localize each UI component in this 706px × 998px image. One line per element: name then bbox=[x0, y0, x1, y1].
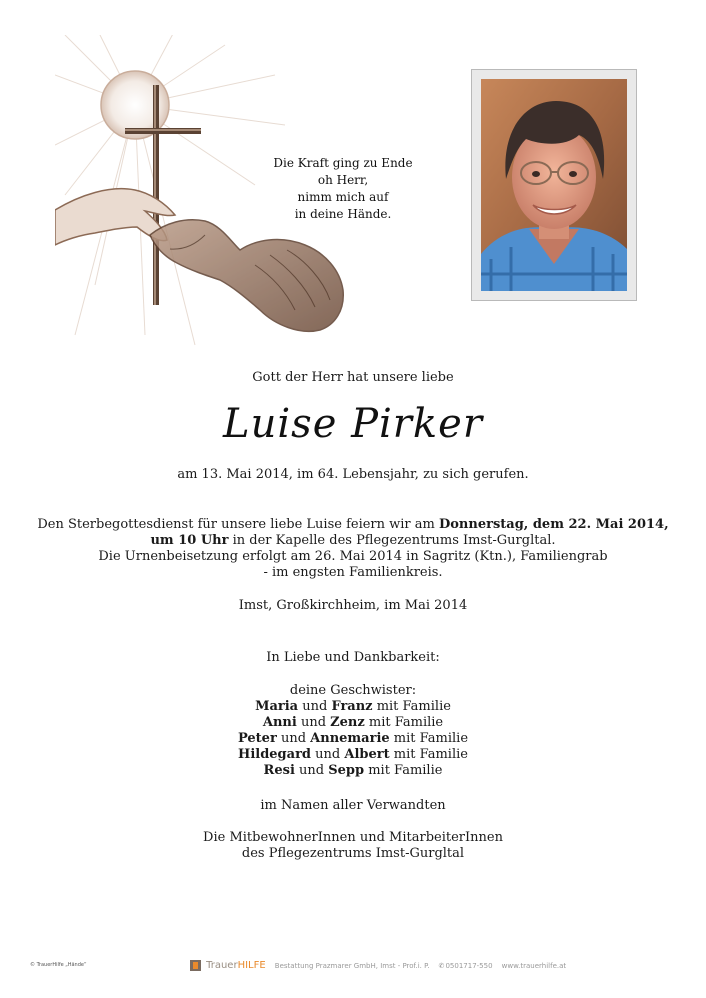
and-word: und bbox=[298, 699, 332, 714]
family-suffix: mit Familie bbox=[389, 731, 469, 746]
phone-number: 0501717-550 bbox=[445, 961, 493, 970]
service-details bbox=[0, 517, 706, 581]
and-word: und bbox=[294, 763, 329, 778]
phone-icon: ✆ bbox=[438, 961, 445, 970]
intro-line: Gott der Herr hat unsere liebe bbox=[252, 370, 454, 385]
relative-row bbox=[0, 763, 706, 779]
relatives-line: im Namen aller Verwandten bbox=[260, 798, 446, 813]
staff-line: des Pflegezentrums Imst-Gurgltal bbox=[241, 846, 465, 861]
portrait-photo bbox=[481, 79, 627, 291]
brand-name-highlight: HILFE bbox=[237, 960, 266, 971]
relative-name: Peter bbox=[237, 731, 277, 746]
relative-name: Sepp bbox=[328, 763, 365, 778]
poem-line: in deine Hände. bbox=[294, 207, 392, 221]
relative-name: Annemarie bbox=[310, 731, 390, 746]
family-circle-line: - im engsten Familienkreis. bbox=[263, 565, 443, 580]
relatives-list bbox=[0, 683, 706, 779]
poem bbox=[268, 155, 418, 223]
family-suffix: mit Familie bbox=[364, 763, 443, 778]
and-word: und bbox=[311, 747, 345, 762]
place-date-line: Imst, Großkirchheim, im Mai 2014 bbox=[238, 598, 468, 613]
website-link[interactable]: www.trauerhilfe.at bbox=[501, 961, 567, 970]
poem-line: Die Kraft ging zu Ende bbox=[273, 156, 413, 170]
care-home-staff bbox=[0, 830, 706, 862]
service-line-1 bbox=[0, 517, 706, 533]
relative-name: Franz bbox=[331, 699, 373, 714]
poem-line: nimm mich auf bbox=[297, 190, 389, 204]
and-word: und bbox=[276, 731, 311, 746]
staff-line: Die MitbewohnerInnen und MitarbeiterInnen bbox=[203, 830, 503, 845]
deceased-name: Luise Pirker bbox=[223, 401, 483, 447]
relative-row bbox=[0, 699, 706, 715]
illustration-credit: © TrauerHilfe „Hände“ bbox=[30, 962, 87, 968]
and-word: und bbox=[296, 715, 331, 730]
family-suffix: mit Familie bbox=[364, 715, 444, 730]
family-suffix: mit Familie bbox=[389, 747, 468, 762]
relative-row bbox=[0, 715, 706, 731]
death-date-line: am 13. Mai 2014, im 64. Lebensjahr, zu sich gerufen. bbox=[177, 467, 529, 482]
family-suffix: mit Familie bbox=[372, 699, 451, 714]
service-time: um 10 Uhr bbox=[150, 533, 229, 548]
poem-line: oh Herr, bbox=[317, 173, 369, 187]
relative-name: Hildegard bbox=[238, 747, 312, 762]
relative-name: Resi bbox=[263, 763, 295, 778]
relatives-heading: deine Geschwister: bbox=[289, 683, 417, 698]
relative-row bbox=[0, 747, 706, 763]
relative-name: Albert bbox=[344, 747, 390, 762]
portrait-frame bbox=[471, 69, 637, 301]
service-date: Donnerstag, dem 22. Mai 2014, bbox=[438, 517, 669, 532]
urn-burial-line: Die Urnenbeisetzung erfolgt am 26. Mai 2014 in Sagritz (Ktn.), Familiengrab bbox=[98, 549, 608, 564]
relative-row bbox=[0, 731, 706, 747]
relative-name: Anni bbox=[262, 715, 297, 730]
footer bbox=[190, 955, 566, 969]
trauerhilfe-logo-icon bbox=[190, 960, 201, 971]
service-line-2 bbox=[0, 533, 706, 549]
relative-name: Maria bbox=[255, 699, 299, 714]
relative-name: Zenz bbox=[330, 715, 365, 730]
company-info: Bestattung Prazmarer GmbH, Imst - Prof.i. P. bbox=[274, 961, 430, 970]
service-line-1-text: Den Sterbegottesdienst für unsere liebe Luise feiern wir am bbox=[37, 517, 439, 532]
service-location: in der Kapelle des Pflegezentrums Imst-Gurgltal. bbox=[228, 533, 556, 548]
thanks-line: In Liebe und Dankbarkeit: bbox=[266, 650, 440, 665]
portrait-image bbox=[481, 79, 627, 291]
brand-name: Trauer bbox=[206, 960, 238, 971]
